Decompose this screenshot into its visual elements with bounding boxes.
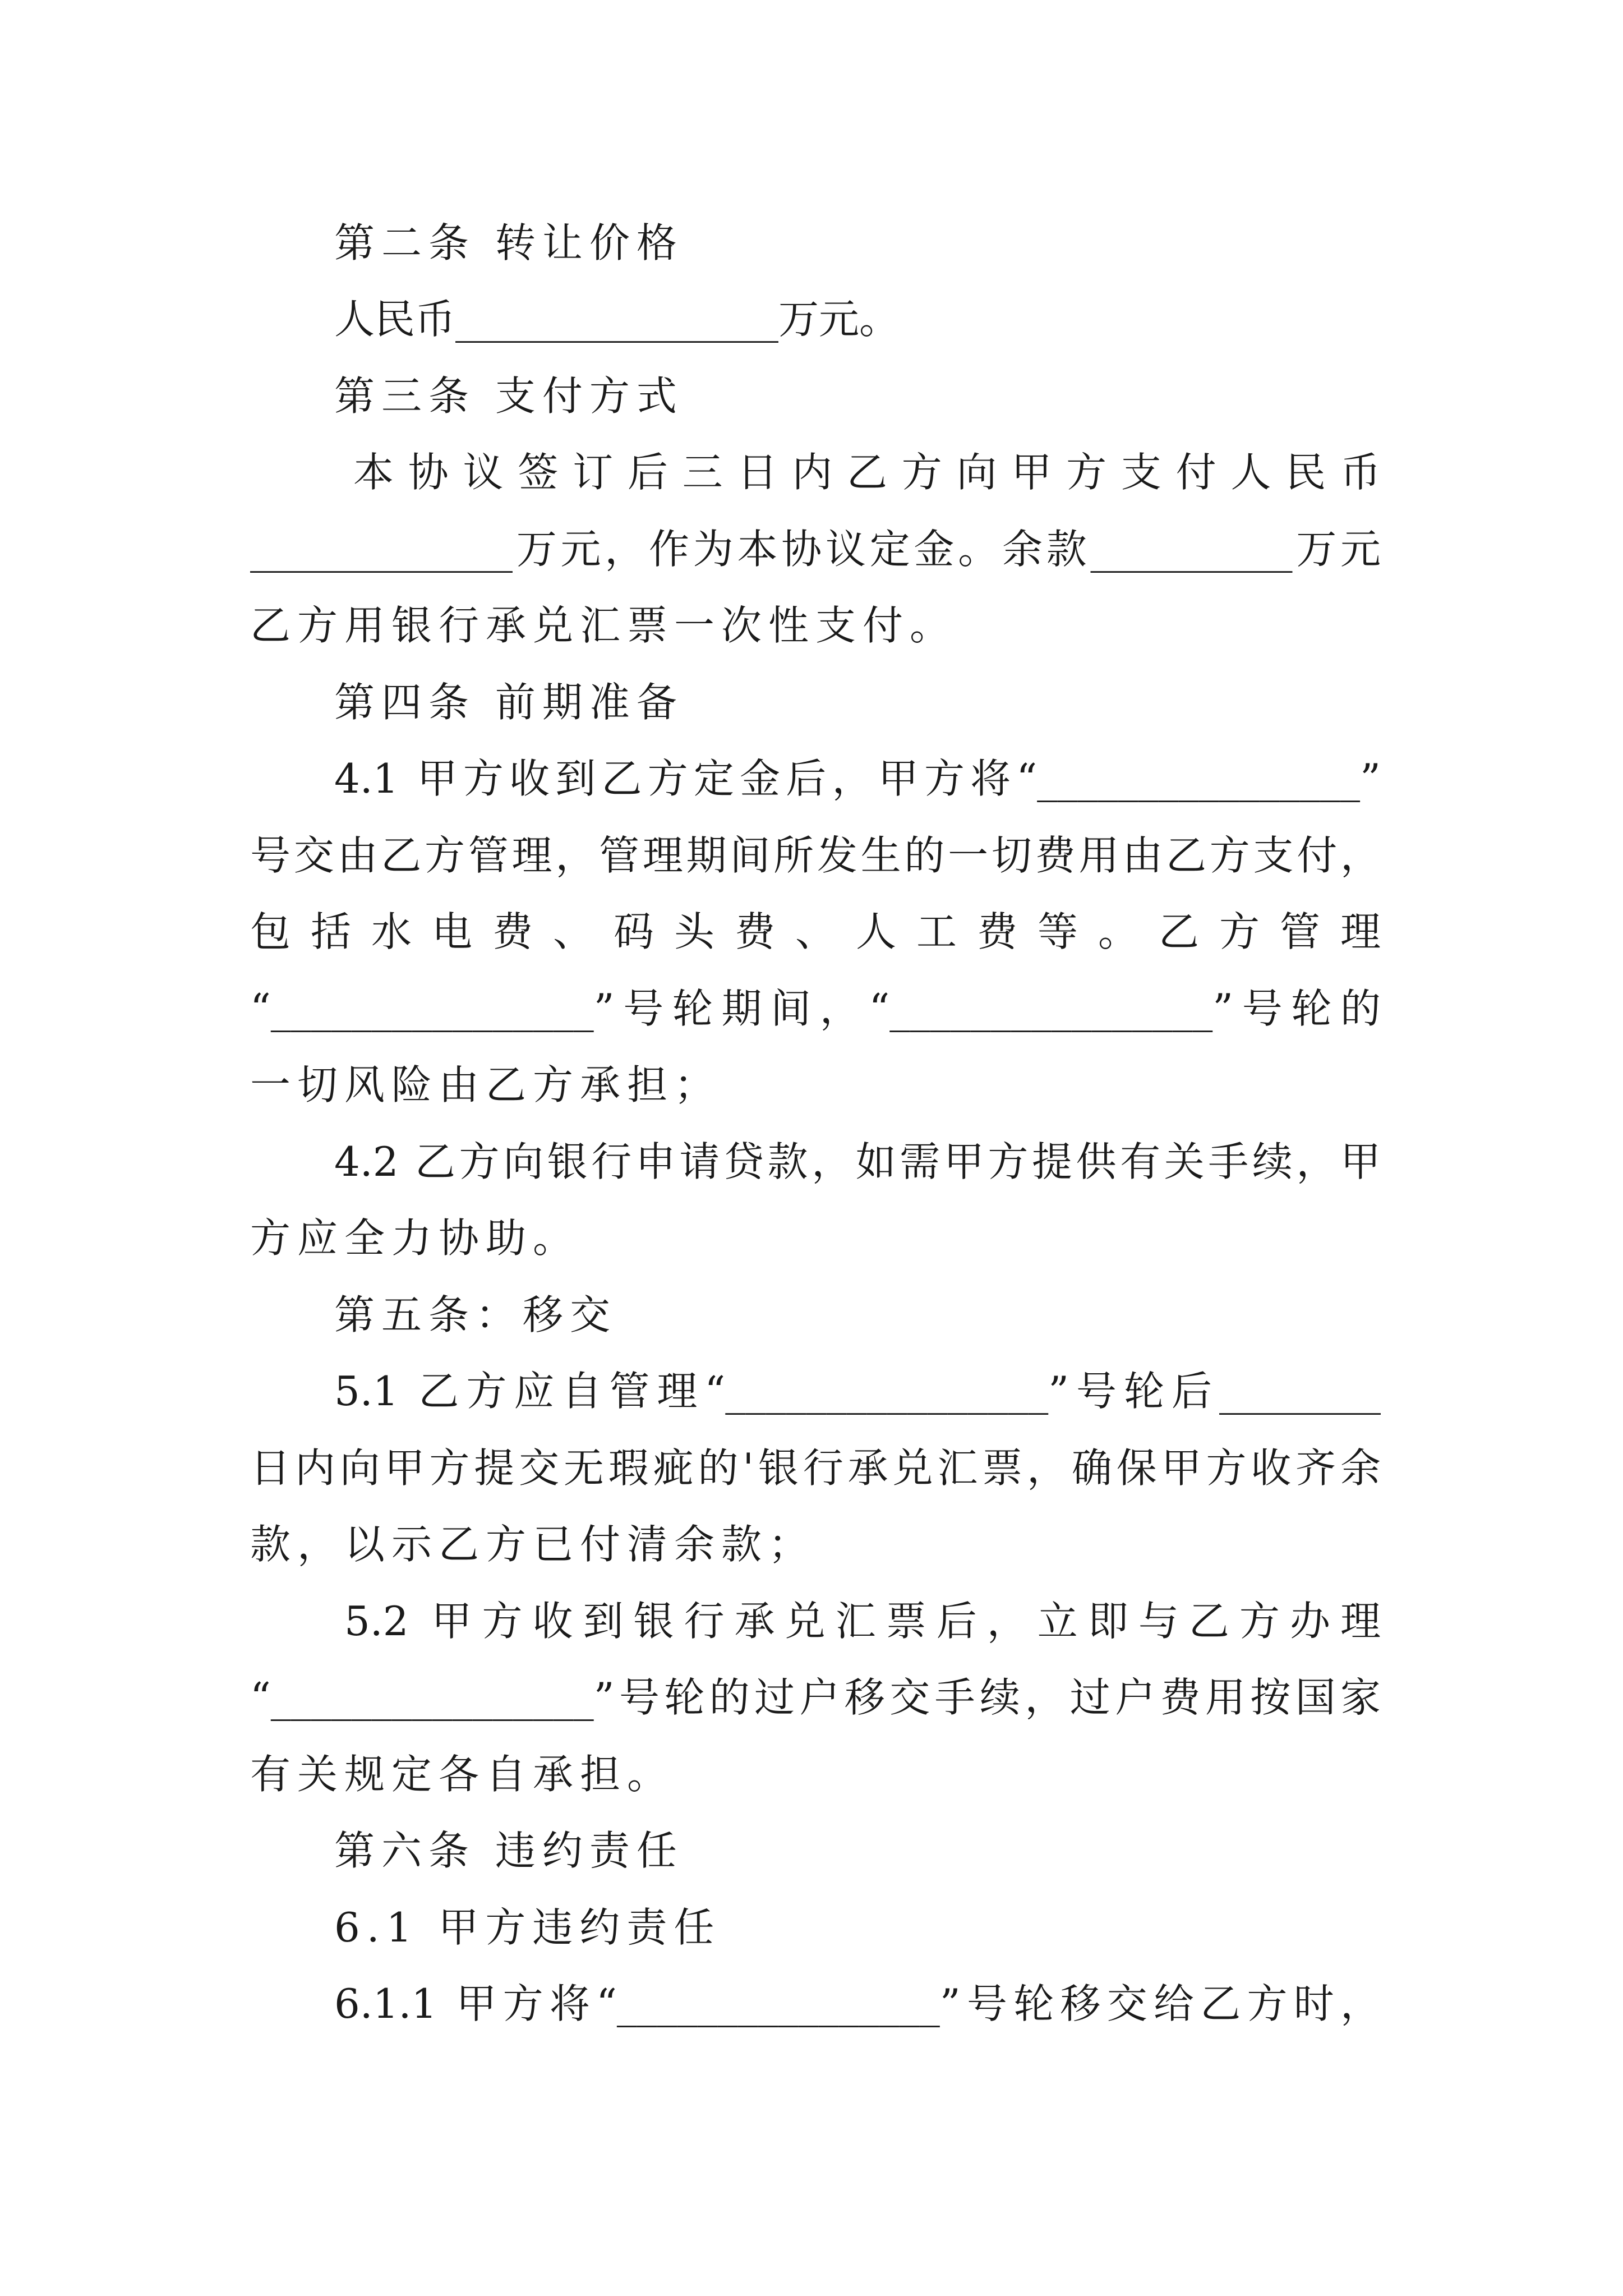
paragraph-line: “________________”号轮的过户移交手续，过户费用按国家	[250, 1674, 1381, 1721]
paragraph-line: 号交由乙方管理，管理期间所发生的一切费用由乙方支付，	[250, 832, 1381, 879]
clause-6-1-1: 6.1.1 甲方将“________________”号轮移交给乙方时，	[334, 1980, 1381, 2027]
clause-4-1: 4.1 甲方收到乙方定金后，甲方将“________________”	[334, 755, 1381, 802]
paragraph-line: 款，以示乙方已付清余款；	[250, 1521, 816, 1568]
clause-5-1: 5.1 乙方应自管理“________________”号轮后________	[334, 1368, 1381, 1415]
paragraph-line: 有关规定各自承担。	[250, 1751, 675, 1798]
heading-article-5: 第五条：移交	[334, 1291, 617, 1338]
paragraph-line: 一切风险由乙方承担；	[250, 1061, 722, 1108]
paragraph-line: 本协议签订后三日内乙方向甲方支付人民币	[353, 449, 1381, 496]
paragraph-line: 乙方用银行承兑汇票一次性支付。	[250, 602, 957, 649]
heading-article-6: 第六条 违约责任	[334, 1827, 684, 1874]
heading-article-4: 第四条 前期准备	[334, 679, 684, 726]
paragraph-line: 日内向甲方提交无瑕疵的'银行承兑汇票，确保甲方收齐余	[250, 1444, 1381, 1492]
clause-5-2: 5.2 甲方收到银行承兑汇票后，立即与乙方办理	[344, 1598, 1381, 1645]
clause-4-2: 4.2 乙方向银行申请贷款，如需甲方提供有关手续，甲	[334, 1138, 1381, 1185]
paragraph-line: _____________万元，作为本协议定金。余款__________万元	[250, 526, 1381, 573]
paragraph-line: 方应全力协助。	[250, 1214, 580, 1262]
price-line: 人民币________________万元。	[334, 296, 900, 343]
heading-article-3: 第三条 支付方式	[334, 372, 684, 420]
paragraph-line: 包括水电费、码头费、人工费等。乙方管理	[250, 908, 1381, 955]
clause-6-1: 6.1 甲方违约责任	[334, 1904, 721, 1951]
paragraph-line: “________________”号轮期间，“________________”号轮的	[250, 985, 1381, 1032]
heading-article-2: 第二条 转让价格	[334, 219, 684, 266]
